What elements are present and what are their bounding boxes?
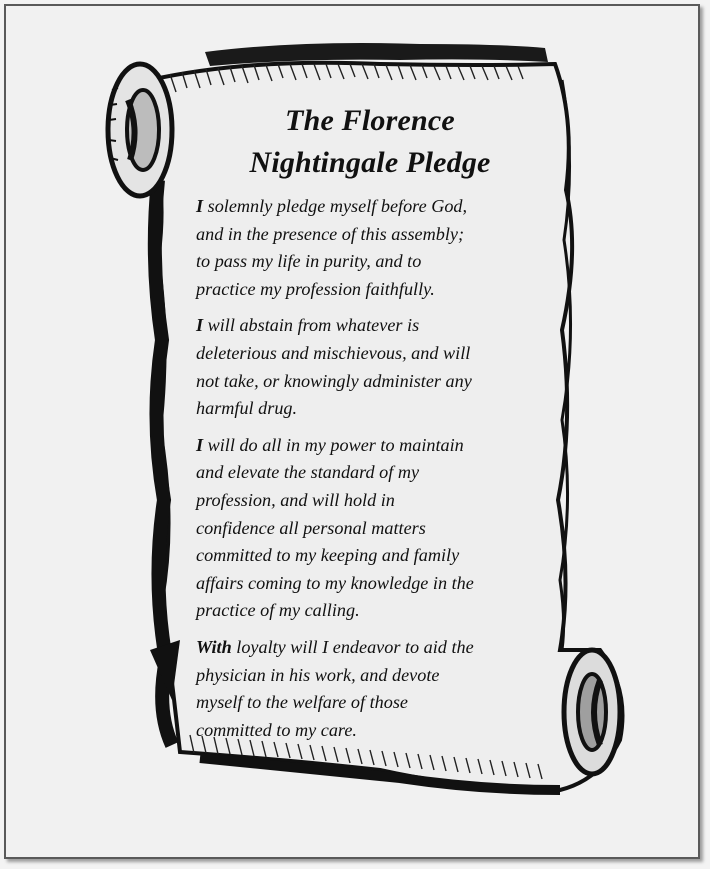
text-line: committed to my care.: [196, 719, 357, 740]
text-line: deleterious and mischievous, and will: [196, 342, 471, 363]
text-line: harmful drug.: [196, 398, 298, 419]
line-text: solemnly pledge myself before God,: [203, 196, 468, 216]
text-line: profession, and will hold in: [196, 489, 395, 510]
text-line: affairs coming to my knowledge in the: [196, 572, 474, 593]
text-line: and in the presence of this assembly;: [196, 223, 465, 244]
text-line: physician in his work, and devote: [196, 664, 440, 685]
text-line: committed to my keeping and family: [196, 545, 460, 566]
text-line: to pass my life in purity, and to: [196, 251, 422, 272]
text-line: and elevate the standard of my: [196, 462, 420, 483]
pledge-paragraph-4: [190, 634, 550, 744]
text-line: [196, 634, 550, 662]
text-line: confidence all personal matters: [196, 517, 426, 538]
lead-word: I: [196, 196, 204, 216]
pledge-title: [190, 100, 550, 184]
text-line: not take, or knowingly administer any: [196, 370, 472, 391]
title-line: Nightingale Pledge: [249, 146, 491, 179]
pledge-paragraph-1: [190, 193, 550, 303]
line-text: will abstain from whatever is: [203, 315, 420, 336]
pledge-paragraph-3: [190, 432, 550, 625]
line-text: will do all in my power to maintain: [203, 434, 464, 455]
text-line: practice of my calling.: [196, 600, 360, 621]
lead-word: I: [196, 315, 204, 336]
text-line: practice my profession faithfully.: [196, 278, 435, 299]
lead-word: I: [196, 434, 204, 455]
text-line: myself to the welfare of those: [196, 692, 408, 713]
pledge-paragraph-2: [190, 312, 550, 422]
text-line: [196, 312, 550, 340]
text-line: [196, 193, 550, 221]
title-line: The Florence: [285, 104, 455, 137]
text-line: [196, 432, 550, 460]
lead-word: With: [196, 636, 232, 657]
pledge-text-block: [190, 100, 550, 744]
line-text: loyalty will I endeavor to aid the: [231, 636, 474, 657]
